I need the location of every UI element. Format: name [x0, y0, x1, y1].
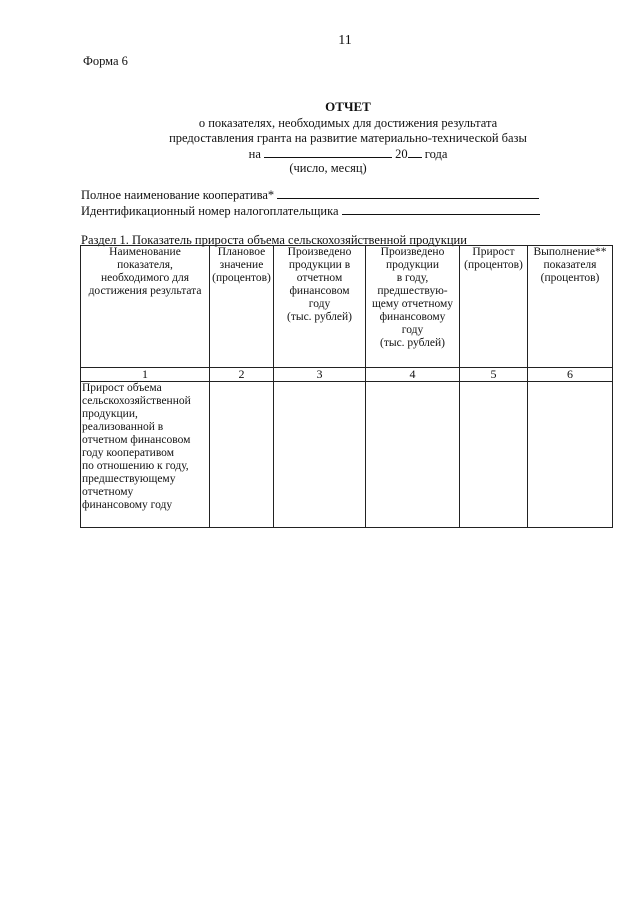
date-hint: (число, месяц)	[289, 161, 367, 175]
coop-name-row	[81, 187, 539, 203]
column-number: 1	[81, 368, 210, 382]
row-indicator-name: Прирост объема сельскохозяйственной продукции, реализованной в отчетном финансовом году кооперативом по отношению к году, предшествующему отчетному финансовому году	[81, 382, 210, 528]
growth-cell[interactable]	[460, 382, 528, 528]
date-year-prefix: 20	[395, 147, 408, 161]
header-produced-current-year: Произведено продукции в отчетном финансовом году (тыс. рублей)	[274, 246, 366, 368]
header-produced-previous-year: Произведено продукции в году, предшествую- щему отчетному финансовому году (тыс. рублей)	[366, 246, 460, 368]
header-growth: Прирост (процентов)	[460, 246, 528, 368]
coop-name-label: Полное наименование кооператива*	[81, 188, 275, 202]
report-subtitle-line1: о показателях, необходимых для достижения результата	[198, 116, 498, 130]
date-prefix: на	[248, 147, 261, 161]
produced-current-year-cell[interactable]	[274, 382, 366, 528]
column-number: 5	[460, 368, 528, 382]
header-planned-value: Плановое значение (процентов)	[210, 246, 274, 368]
planned-value-cell[interactable]	[210, 382, 274, 528]
coop-name-field[interactable]	[277, 187, 539, 199]
tax-id-label: Идентификационный номер налогоплательщика	[81, 204, 339, 218]
fulfillment-cell[interactable]	[528, 382, 613, 528]
tax-id-field[interactable]	[342, 203, 540, 215]
indicator-table	[80, 245, 613, 528]
report-subtitle-line2: предоставления гранта на развитие материально-технической базы	[169, 131, 527, 145]
column-number: 6	[528, 368, 613, 382]
table-row	[81, 382, 613, 528]
report-title: ОТЧЕТ	[325, 99, 371, 114]
column-number: 2	[210, 368, 274, 382]
section-title: Раздел 1. Показатель прироста объема сельскохозяйственной продукции	[81, 233, 467, 247]
date-blank-field[interactable]	[264, 146, 392, 158]
column-number: 3	[274, 368, 366, 382]
produced-previous-year-cell[interactable]	[366, 382, 460, 528]
tax-id-row	[81, 203, 540, 219]
form-label: Форма 6	[83, 54, 128, 68]
date-suffix: года	[424, 147, 448, 161]
year-blank-field[interactable]	[408, 146, 422, 158]
header-fulfillment: Выполнение** показателя (процентов)	[528, 246, 613, 368]
table-header-row	[81, 246, 613, 368]
table-column-numbers-row	[81, 368, 613, 382]
report-date-line	[0, 146, 640, 162]
page-number: 11	[338, 33, 352, 48]
column-number: 4	[366, 368, 460, 382]
header-indicator-name: Наименование показателя, необходимого для достижения результата	[81, 246, 210, 368]
